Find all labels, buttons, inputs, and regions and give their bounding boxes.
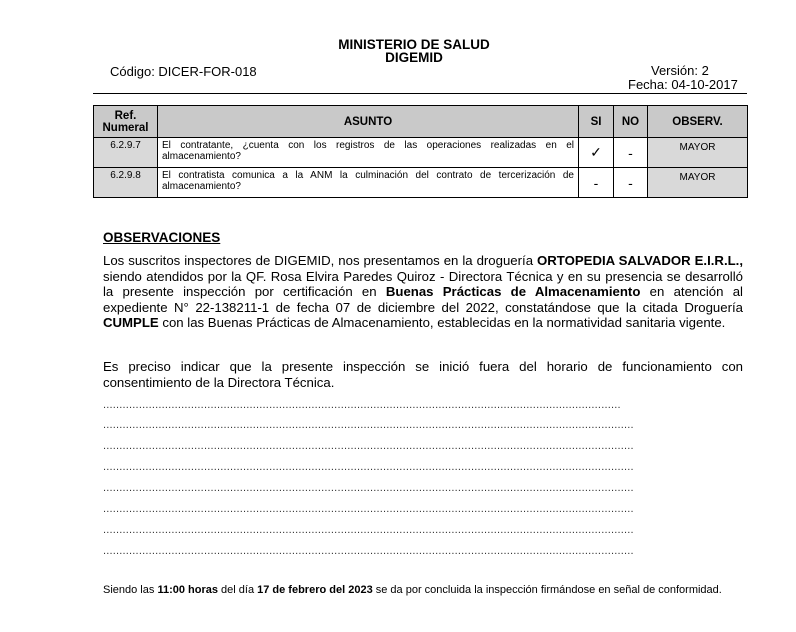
observaciones-paragraph-2: Es preciso indicar que la presente inspección se inició fuera del horario de funcionamiento con consentimiento de la Directora Técnica. [103, 359, 743, 390]
row-no: - [614, 168, 648, 198]
p1-text-e: en atención al expediente N° 22-138211-1 de fecha 07 de diciembre del 2022, constatándose que la citada Droguería [103, 284, 743, 315]
closing-text-e: se da por concluida la inspección firmándose en señal de conformidad. [372, 584, 722, 596]
header-asunto: ASUNTO [158, 106, 579, 138]
document-version: Versión: 2 [651, 63, 709, 78]
header-divider [93, 93, 747, 94]
p1-bpa-label: Buenas Prácticas de Almacenamiento [385, 284, 641, 299]
observaciones-title: OBSERVACIONES [103, 230, 221, 245]
row-asunto: El contratante, ¿cuenta con los registros de las operaciones realizadas en el almacenamiento? [158, 138, 579, 168]
p1-text-c: siendo atendidos por la QF. Rosa Elvira Paredes Quiroz - Directora Técnica y en su presencia se desarrolló la presente inspección por certificación en [103, 268, 743, 299]
table-header-row [94, 106, 748, 138]
header-si: SI [579, 106, 614, 138]
document-code: Código: DICER-FOR-018 [110, 64, 257, 79]
dotted-line: ................................................................................................................................................................... [103, 440, 634, 452]
header-ref: Ref. Numeral [94, 106, 158, 138]
row-ref: 6.2.9.8 [94, 168, 158, 198]
header-no: NO [614, 106, 648, 138]
table-row [94, 168, 748, 198]
dotted-line: ................................................................................................................................................................... [103, 503, 634, 515]
closing-text-c: del día [217, 584, 258, 596]
row-ref: 6.2.9.7 [94, 138, 158, 168]
row-observ: MAYOR [648, 138, 748, 168]
p1-company-name: ORTOPEDIA SALVADOR E.I.R.L., [537, 253, 743, 268]
row-no: - [614, 138, 648, 168]
closing-statement [103, 583, 723, 597]
p1-text-g: con las Buenas Prácticas de Almacenamiento, establecidas en la normatividad sanitaria vigente. [158, 315, 726, 330]
row-si: - [579, 168, 614, 198]
row-observ: MAYOR [648, 168, 748, 198]
header-title-digemid: DIGEMID [385, 50, 443, 65]
dotted-line: ................................................................................................................................................................... [103, 461, 634, 473]
p1-text-a: Los suscritos inspectores de DIGEMID, nos presentamos en la droguería [103, 253, 537, 268]
document-date: Fecha: 04-10-2017 [628, 77, 738, 92]
dotted-line: ............................................................................................................................................................... [103, 399, 621, 411]
dotted-line: ................................................................................................................................................................... [103, 545, 634, 557]
inspection-table [93, 105, 748, 198]
closing-time: 11:00 horas [157, 584, 218, 596]
row-asunto: El contratista comunica a la ANM la culminación del contrato de tercerización de almacenamiento? [158, 168, 579, 198]
closing-date: 17 de febrero del 2023 [257, 584, 373, 596]
dotted-line: ................................................................................................................................................................... [103, 482, 634, 494]
header-observ: OBSERV. [648, 106, 748, 138]
dotted-line: ................................................................................................................................................................... [103, 524, 634, 536]
row-si-checkmark: ✓ [579, 138, 614, 168]
dotted-line: ................................................................................................................................................................... [103, 419, 634, 431]
observaciones-paragraph-1 [103, 253, 743, 331]
closing-text-a: Siendo las [103, 584, 158, 596]
p1-cumple-label: CUMPLE [103, 315, 159, 330]
table-row [94, 138, 748, 168]
header-title-ministry: MINISTERIO DE SALUD [338, 37, 490, 52]
